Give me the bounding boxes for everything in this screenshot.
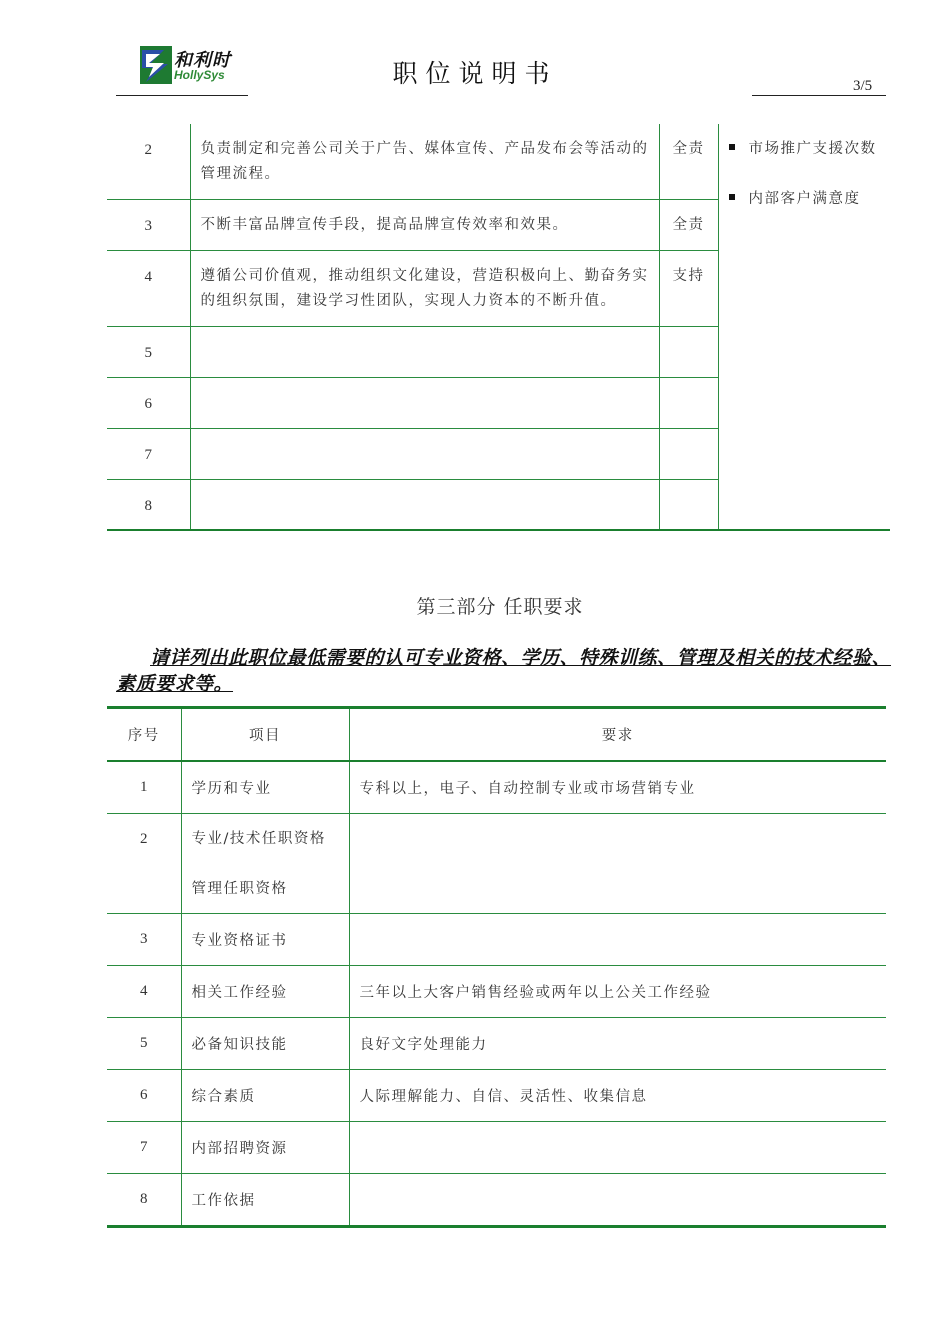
kpi-cell [718, 124, 890, 530]
responsibility-level [659, 377, 718, 428]
table-row [107, 914, 886, 966]
requirement-value [349, 814, 886, 914]
page-number: 3/5 [853, 78, 873, 94]
responsibilities-table [107, 124, 890, 531]
requirement-item: 相关工作经验 [181, 966, 349, 1018]
responsibility-text: 负责制定和完善公司关于广告、媒体宣传、产品发布会等活动的管理流程。 [190, 124, 659, 199]
responsibility-text [190, 428, 659, 479]
requirement-item: 专业资格证书 [181, 914, 349, 966]
section-instruction: 请详列出此职位最低需要的认可专业资格、学历、特殊训练、管理及相关的技术经验、素质要求等。 [116, 647, 892, 695]
row-number: 6 [107, 1070, 181, 1122]
requirement-item: 必备知识技能 [181, 1018, 349, 1070]
responsibility-level: 支持 [659, 250, 718, 326]
header-number: 序号 [107, 708, 181, 762]
row-number: 3 [107, 199, 190, 250]
table-row [107, 1018, 886, 1070]
row-number: 7 [107, 428, 190, 479]
table-row [107, 1122, 886, 1174]
row-number: 5 [107, 1018, 181, 1070]
table-row [107, 761, 886, 814]
header-requirement: 要求 [349, 708, 886, 762]
responsibility-text [190, 377, 659, 428]
requirement-item-line: 专业/技术任职资格 [191, 831, 326, 847]
kpi-label: 内部客户满意度 [748, 191, 861, 207]
requirement-item: 学历和专业 [181, 761, 349, 814]
table-row [107, 966, 886, 1018]
row-number: 5 [107, 326, 190, 377]
responsibility-level [659, 428, 718, 479]
requirement-value [349, 1122, 886, 1174]
requirement-item-line: 管理任职资格 [191, 881, 288, 897]
requirement-item: 工作依据 [181, 1174, 349, 1227]
requirement-value [349, 914, 886, 966]
requirements-table [107, 706, 886, 1228]
row-number: 8 [107, 1174, 181, 1227]
row-number: 4 [107, 250, 190, 326]
responsibility-level [659, 326, 718, 377]
responsibility-level: 全责 [659, 124, 718, 199]
responsibility-text [190, 326, 659, 377]
row-number: 2 [107, 124, 190, 199]
row-number: 3 [107, 914, 181, 966]
requirement-item: 内部招聘资源 [181, 1122, 349, 1174]
requirement-value: 良好文字处理能力 [349, 1018, 886, 1070]
bullet-icon [729, 194, 735, 200]
requirement-value: 专科以上，电子、自动控制专业或市场营销专业 [349, 761, 886, 814]
document-title: 职位说明书 [392, 59, 558, 88]
table-row [107, 124, 890, 199]
responsibility-text: 不断丰富品牌宣传手段，提高品牌宣传效率和效果。 [190, 199, 659, 250]
header-left-rule [116, 95, 248, 96]
row-number: 6 [107, 377, 190, 428]
kpi-item [729, 136, 883, 186]
logo-chinese-text: 和利时 [174, 50, 231, 71]
table-row [107, 814, 886, 914]
logo-english-text: HollySys [174, 68, 225, 82]
table-header-row [107, 708, 886, 762]
responsibility-text: 遵循公司价值观，推动组织文化建设，营造积极向上、勤奋务实的组织氛围，建设学习性团队，实现人力资本的不断升值。 [190, 250, 659, 326]
requirement-item [181, 814, 349, 914]
responsibility-text [190, 479, 659, 530]
header-right-rule [752, 95, 886, 96]
row-number: 1 [107, 761, 181, 814]
bullet-icon [729, 144, 735, 150]
table-row [107, 1174, 886, 1227]
row-number: 7 [107, 1122, 181, 1174]
section-title: 第三部分 任职要求 [416, 596, 584, 618]
responsibility-level: 全责 [659, 199, 718, 250]
requirement-value: 人际理解能力、自信、灵活性、收集信息 [349, 1070, 886, 1122]
row-number: 8 [107, 479, 190, 530]
table-row [107, 1070, 886, 1122]
header-item: 项目 [181, 708, 349, 762]
kpi-label: 市场推广支援次数 [748, 141, 877, 157]
requirement-item: 综合素质 [181, 1070, 349, 1122]
row-number: 4 [107, 966, 181, 1018]
requirement-value: 三年以上大客户销售经验或两年以上公关工作经验 [349, 966, 886, 1018]
row-number: 2 [107, 814, 181, 914]
responsibility-level [659, 479, 718, 530]
requirement-value [349, 1174, 886, 1227]
kpi-item [729, 186, 883, 236]
